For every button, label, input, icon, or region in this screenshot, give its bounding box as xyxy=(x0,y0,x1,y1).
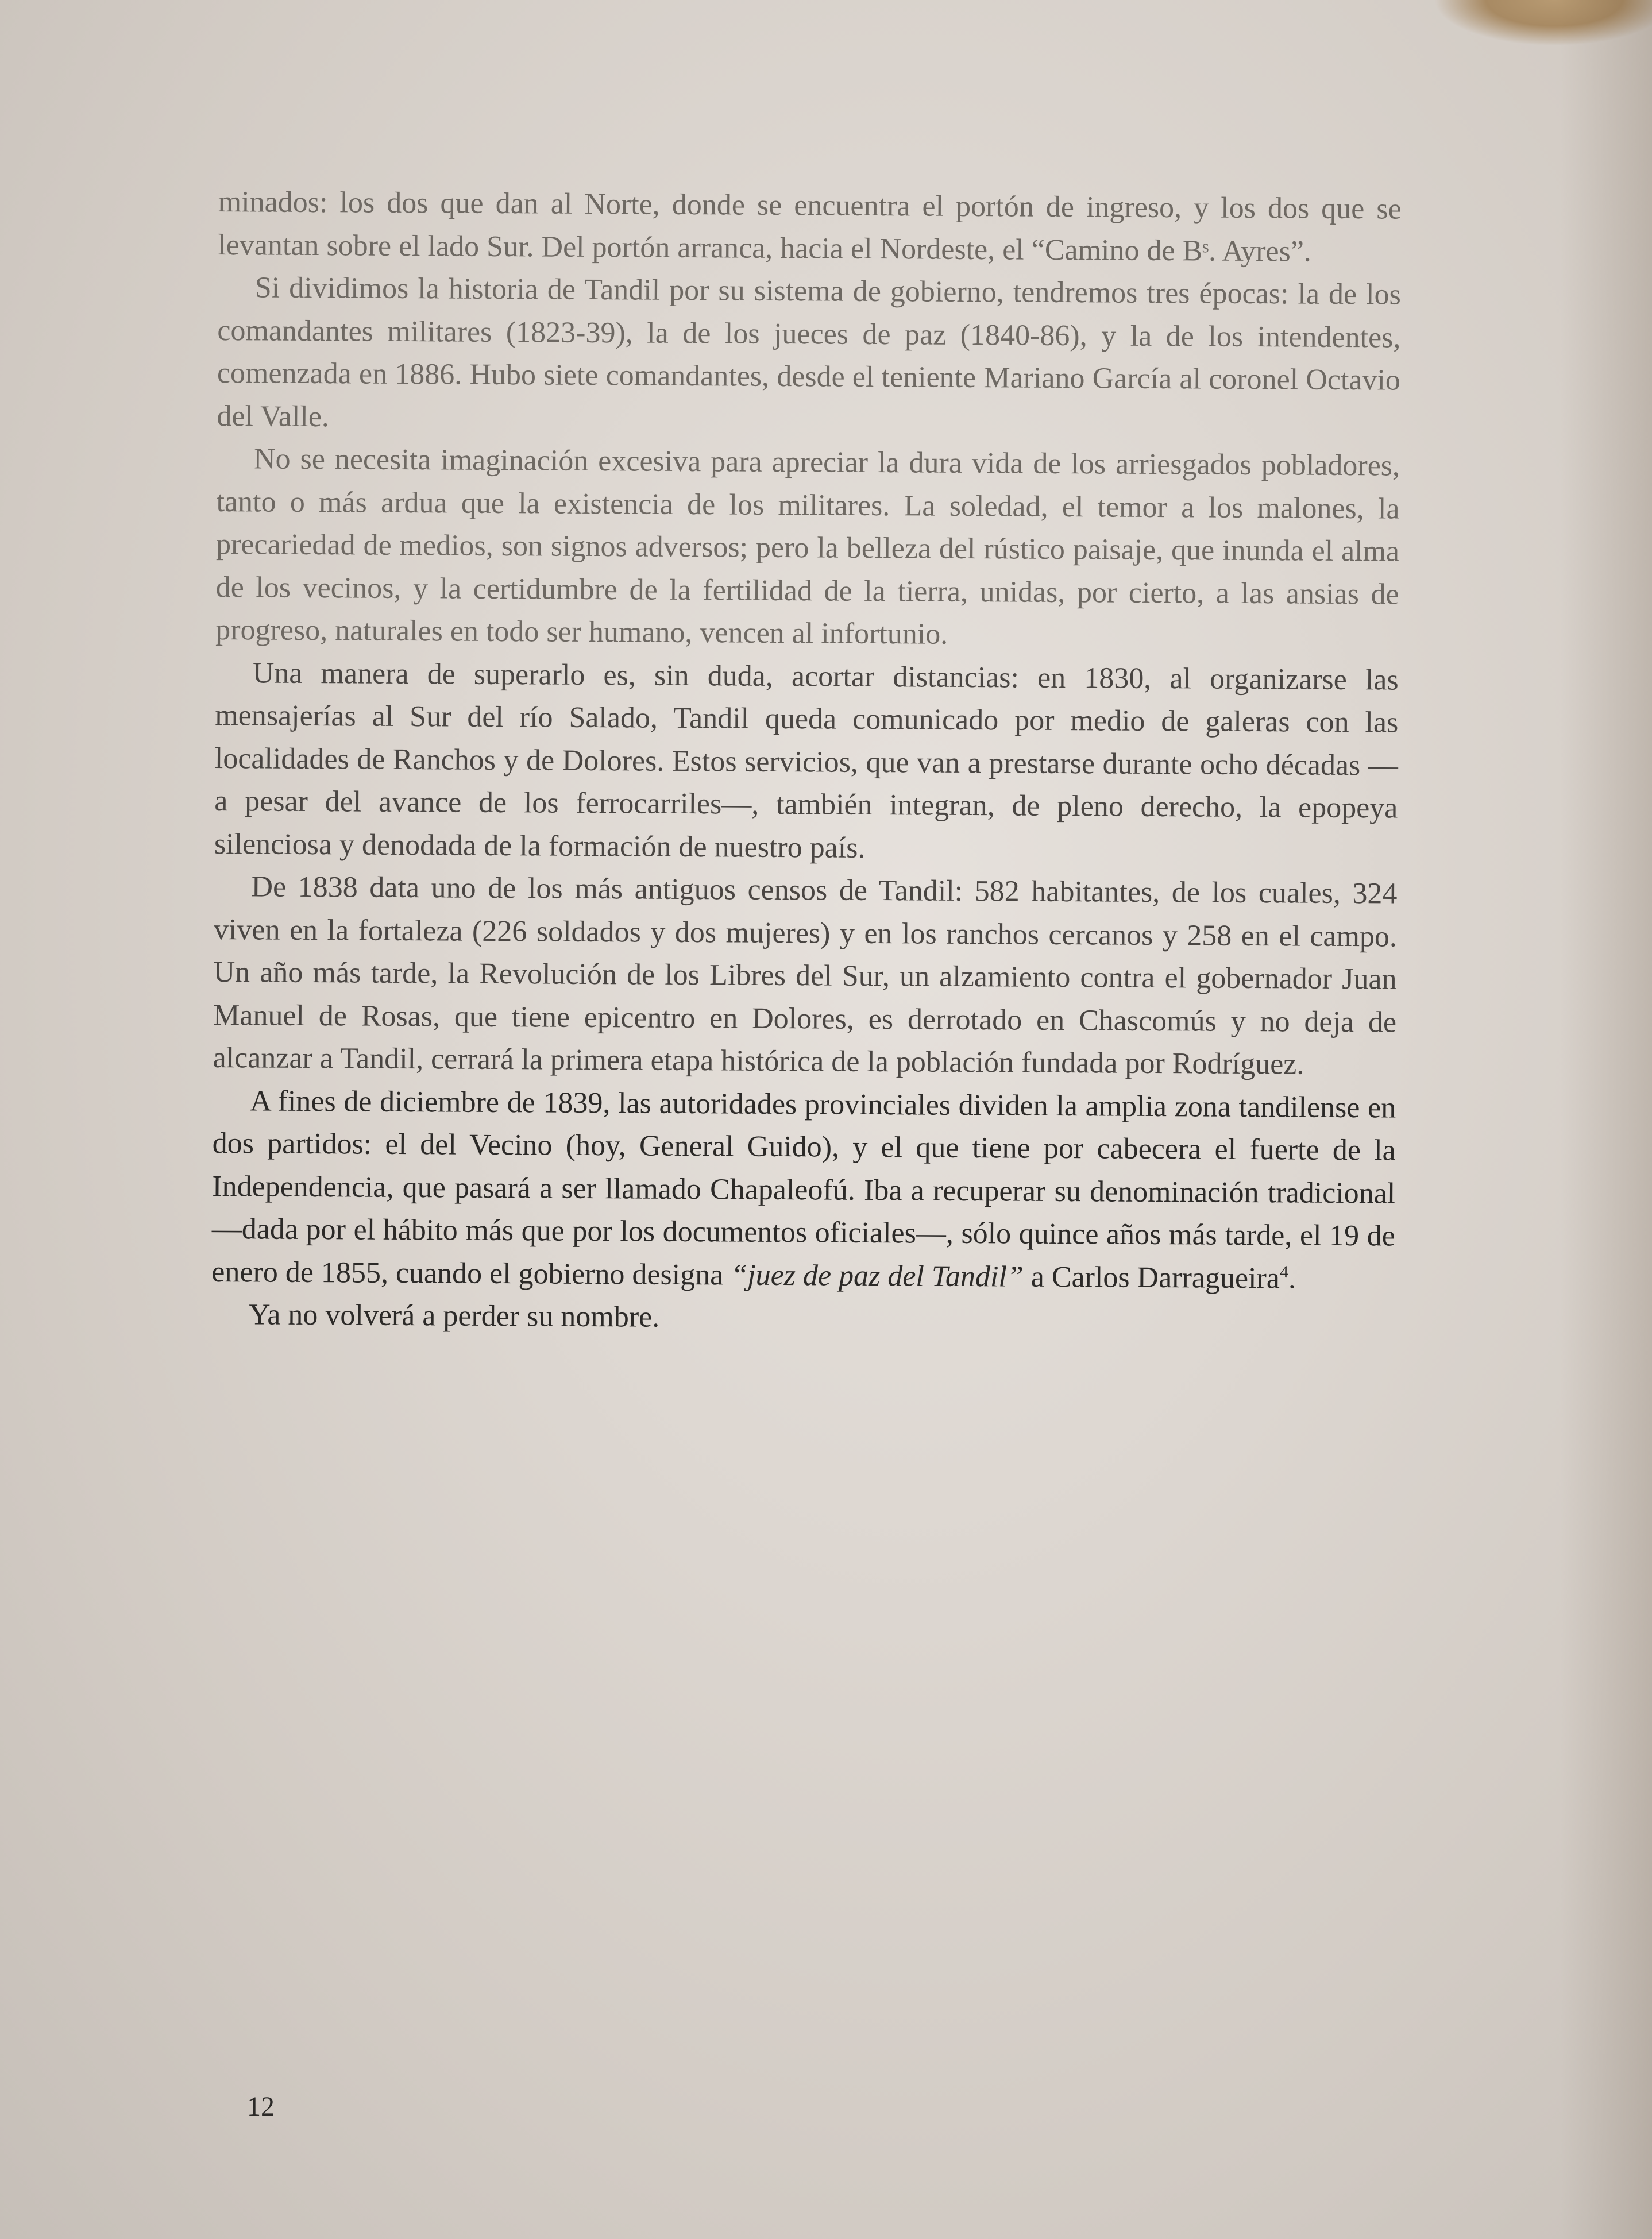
paragraph-3: No se necesita imaginación excesiva para apreciar la dura vida de los arriesgados pobladores, tanto o más ardua que la existencia de los militares. La soledad, el temor a los malones, la precariedad de medios, son signos adversos; pero la belleza del rústico paisaje, que inunda el alma de los vecinos, y la certidumbre de la fertilidad de la tierra, unidas, por cierto, a las ansias de progreso, naturales en todo ser humano, vencen al infortunio. xyxy=(215,442,1400,651)
paragraph-6-italic: “juez de paz del Tandil” xyxy=(731,1258,1024,1294)
thumb-shadow xyxy=(1434,0,1652,46)
paragraph-4: Una manera de superarlo es, sin duda, acortar distancias: en 1830, al organizarse las mensajerías al Sur del río Salado, Tandil queda comunicado por medio de galeras con las localidades de Ranchos y de Dolores. Estos servicios, que van a prestarse durante ocho décadas —a pesar del avance de los ferrocarriles—, también integran, de pleno derecho, la epopeya silenciosa y denodada de la formación de nuestro país. xyxy=(214,656,1399,864)
paragraph-6-text: A fines de diciembre de 1839, las autoridades provinciales dividen la amplia zona tandilense en dos partidos: el del Vecino (hoy, General Guido), y el que tiene por cabecera el fuerte de la Independencia, que pasará a ser llamado Chapaleofú. Iba a recuperar su denominación tradicional —dada por el hábito más que por los documentos oficiales—, sólo quince años más tarde, el 19 de enero de 1855, cuando el gobierno designa xyxy=(211,1084,1396,1291)
page-number: 12 xyxy=(247,2091,275,2122)
paragraph-6 xyxy=(211,1079,1396,1300)
paragraph-6-tail: a Carlos Darragueira xyxy=(1023,1260,1280,1295)
footnote-marker: 4 xyxy=(1279,1262,1289,1281)
body-text xyxy=(211,181,1402,1344)
paragraph-6-end: . xyxy=(1288,1261,1296,1295)
paragraph-1: minados: los dos que dan al Norte, donde se encuentra el portón de ingreso, y los dos que se levantan sobre el lado Sur. Del portón arranca, hacia el Nordeste, el “Camino de Bˢ. Ayres”. xyxy=(218,185,1402,268)
paragraph-7: Ya no volverá a perder su nombre. xyxy=(248,1298,660,1334)
paragraph-5: De 1838 data uno de los más antiguos censos de Tandil: 582 habitantes, de los cuales, 324 viven en la fortaleza (226 soldados y dos mujeres) y en los ranchos cercanos y 258 en el campo. Un año más tarde, la Revolución de los Libres del Sur, un alzamiento contra el gobernador Juan Manuel de Rosas, que tiene epicentro en Dolores, es derrotado en Chascomús y no deja de alcanzar a Tandil, cerrará la primera etapa histórica de la población fundada por Rodríguez. xyxy=(213,870,1398,1081)
paragraph-2: Si dividimos la historia de Tandil por su sistema de gobierno, tendremos tres épocas: la de los comandantes militares (1823-39), la de los jueces de paz (1840-86), y la de los intendentes, comenzada en 1886. Hubo siete comandantes, desde el teniente Mariano García al coronel Octavio del Valle. xyxy=(217,271,1402,433)
